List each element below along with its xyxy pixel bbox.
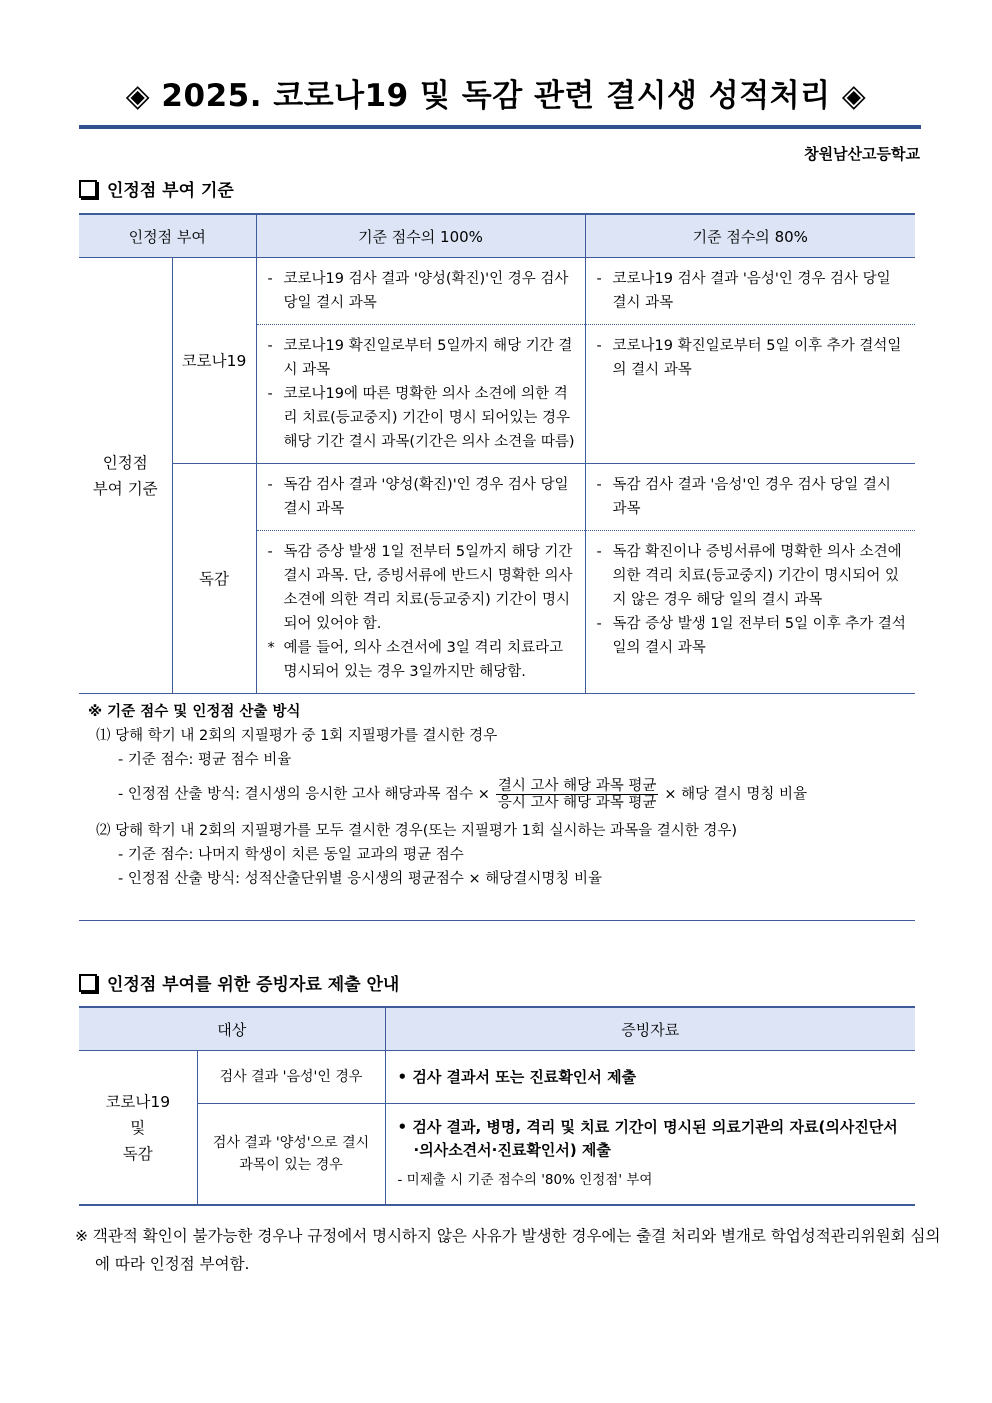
header-cell: 증빙자료 [385,1007,915,1051]
evidence-positive: • 검사 결과, 병명, 격리 및 치료 기간이 명시된 의료기관의 자료(의사진단서·의사소견서·진료확인서) 제출 - 미제출 시 기준 점수의 '80% 인정점' 부여 [385,1104,915,1206]
flu-100-row2: - 독감 증상 발생 1일 전부터 5일까지 해당 기간 결시 과목. 단, 증빙서류에 반드시 명확한 의사 소견에 의한 격리 치료(등교중지) 기간이 명시 되어 있어야 함. * 예를 들어, 의사 소견서에 3일 격리 치료라고 명시되어 있는 경우 3일까지만 해당함. [256,531,585,694]
evidence-table [79,1006,915,1206]
flu-80-row2: - 독감 확진이나 증빙서류에 명확한 의사 소견에 의한 격리 치료(등교중지) 기간이 명시되어 있지 않은 경우 해당 일의 결시 과목 - 독감 증상 발생 1일 전부터 5일 이후 추가 결석일의 결시 과목 [585,531,915,694]
covid-label: 코로나19 [172,258,256,464]
case2-calc: - 인정점 산출 방식: 성적산출단위별 응시생의 평균점수 × 해당결시명칭 비율 [118,871,602,887]
header-cell: 대상 [79,1007,385,1051]
footnote: ※ 객관적 확인이 불가능한 경우나 규정에서 명시하지 않은 사유가 발생한 경우에는 출결 처리와 별개로 학업성적관리위원회 심의에 따라 인정점 부여함. [75,1227,941,1273]
flu-100-row1: - 독감 검사 결과 '양성(확진)'인 경우 검사 당일 결시 과목 [256,464,585,531]
notes-heading: ※ 기준 점수 및 인정점 산출 방식 [88,704,301,720]
flu-80-row1: - 독감 검사 결과 '음성'인 경우 검사 당일 결시 과목 [585,464,915,531]
calculation-notes [88,700,918,891]
group-label: 코로나19 및 독감 [79,1051,197,1206]
evidence-negative: • 검사 결과서 또는 진료확인서 제출 [385,1051,915,1104]
target-negative: 검사 결과 '음성'인 경우 [197,1051,385,1104]
case2-title: ⑵ 당해 학기 내 2회의 지필평가를 모두 결시한 경우(또는 지필평가 1회 실시하는 과목을 결시한 경우) [96,823,738,839]
section-title: 인정점 부여를 위한 증빙자료 제출 안내 [107,975,400,995]
header-cell: 기준 점수의 80% [585,214,915,258]
case1-calc: - 인정점 산출 방식: 결시생의 응시한 고사 해당과목 점수 × $\frac{\text{결시 고사 해당 과목 평균}}{\text{응시 고사 해당 과목 평균}}$ × 해당 결시 명칭 비율 [118,778,808,811]
group-label: 인정점 부여 기준 [79,258,172,694]
section-heading-evidence [79,970,399,995]
criteria-table [79,213,915,694]
section-heading-criteria [79,176,234,201]
notes-divider [79,920,915,921]
header-cell: 인정점 부여 [79,214,256,258]
school-name: 창원남산고등학교 [804,145,920,163]
target-positive: 검사 결과 '양성'으로 결시 과목이 있는 경우 [197,1104,385,1206]
title-underline [79,125,921,129]
flu-label: 독감 [172,464,256,694]
covid-100-row1: - 코로나19 검사 결과 '양성(확진)'인 경우 검사 당일 결시 과목 [256,258,585,325]
section-title: 인정점 부여 기준 [107,181,234,201]
checkbox-square-icon [79,974,97,992]
page-title: ◈ 2025. 코로나19 및 독감 관련 결시생 성적처리 ◈ [125,78,867,114]
fraction: $\frac{\text{결시 고사 해당 과목 평균}}{\text{응시 고사 해당 과목 평균}}$ [497,778,657,811]
case1-title: ⑴ 당해 학기 내 2회의 지필평가 중 1회 지필평가를 결시한 경우 [96,728,498,744]
covid-80-row2: - 코로나19 확진일로부터 5일 이후 추가 결석일의 결시 과목 [585,325,915,464]
checkbox-square-icon [79,180,97,198]
case2-base: - 기준 점수: 나머지 학생이 치른 동일 교과의 평균 점수 [118,847,464,863]
covid-80-row1: - 코로나19 검사 결과 '음성'인 경우 검사 당일 결시 과목 [585,258,915,325]
covid-100-row2: - 코로나19 확진일로부터 5일까지 해당 기간 결시 과목 - 코로나19에 따른 명확한 의사 소견에 의한 격리 치료(등교중지) 기간이 명시 되어있는 경우 해당 기간 결시 과목(기간은 의사 소견을 따름) [256,325,585,464]
case1-base: - 기준 점수: 평균 점수 비율 [118,752,292,768]
header-cell: 기준 점수의 100% [256,214,585,258]
